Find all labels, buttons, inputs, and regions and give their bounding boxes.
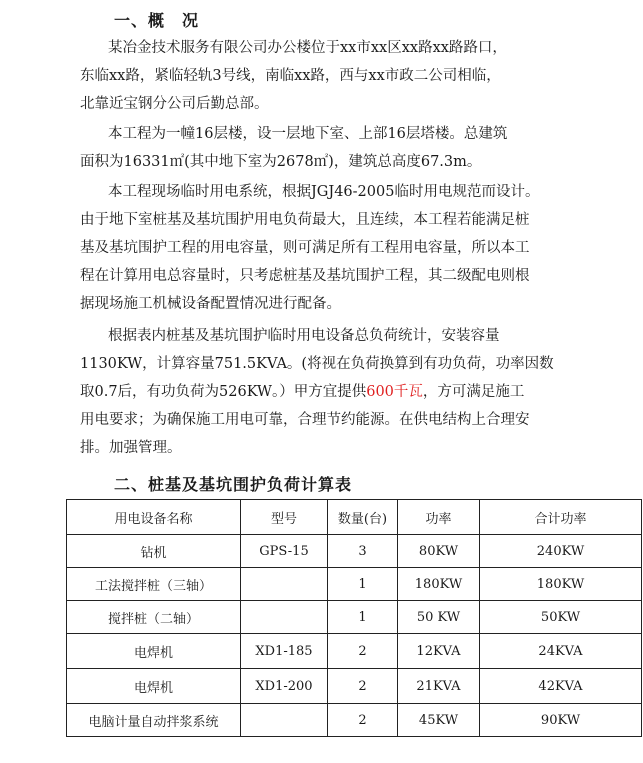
table-row (67, 568, 642, 601)
para3-line: 本工程现场临时用电系统，根据JGJ46-2005临时用电规范而设计。 (108, 184, 540, 200)
para4-text: 取0.7后，有功负荷为526KW。）甲方宜提供 (80, 384, 367, 400)
table-cell: 180KW (398, 568, 480, 601)
table-cell: 工法搅拌桩（三轴） (67, 568, 241, 601)
para1-line: 某冶金技术服务有限公司办公楼位于xx市xx区xx路xx路路口， (108, 40, 507, 56)
section2-heading: 二、桩基及基坑围护负荷计算表 (114, 475, 353, 494)
column-header: 用电设备名称 (67, 500, 241, 535)
para3-line: 由于地下室桩基及基坑围护用电负荷最大，且连续，本工程若能满足桩 (80, 212, 530, 228)
paragraph-overview (80, 34, 580, 118)
paragraph-power-system (80, 178, 580, 318)
column-header: 数量(台) (328, 500, 398, 535)
table-cell (241, 601, 328, 634)
table-row (67, 634, 642, 669)
table-cell: 2 (328, 634, 398, 669)
table-cell (241, 704, 328, 737)
table-cell: 钻机 (67, 535, 241, 568)
para1-line: 东临xx路，紧临轻轨3号线，南临xx路，西与xx市政二公司相临， (80, 68, 501, 84)
table-row (67, 704, 642, 737)
table-cell: 搅拌桩（二轴） (67, 601, 241, 634)
para1-line: 北靠近宝钢分公司后勤总部。 (80, 96, 269, 112)
para4-text: ，方可满足施工 (422, 384, 525, 400)
table-cell: 24KVA (480, 634, 642, 669)
table-cell (241, 568, 328, 601)
table-cell: 电焊机 (67, 634, 241, 669)
table-header-row (67, 500, 642, 535)
paragraph-load-calc (80, 322, 580, 462)
column-header: 合计功率 (480, 500, 642, 535)
table-cell: 50 KW (398, 601, 480, 634)
table-cell: 80KW (398, 535, 480, 568)
para2-line: 本工程为一幢16层楼，设一层地下室、上部16层塔楼。总建筑 (108, 126, 508, 142)
table-cell: 180KW (480, 568, 642, 601)
table-cell: 2 (328, 669, 398, 704)
para4-line: 用电要求；为确保施工用电可靠，合理节约能源。在供电结构上合理安 (80, 412, 530, 428)
table-row (67, 601, 642, 634)
column-header: 功率 (398, 500, 480, 535)
table-cell: 50KW (480, 601, 642, 634)
table-cell: GPS-15 (241, 535, 328, 568)
section1-heading: 一、概 况 (114, 11, 200, 30)
para4-line: 1130KW，计算容量751.5KVA。(将视在负荷换算到有功负荷，功率因数 (80, 356, 554, 372)
table-cell: XD1-185 (241, 634, 328, 669)
column-header: 型号 (241, 500, 328, 535)
para4-line (80, 378, 580, 406)
para2-line: 面积为16331㎡(其中地下室为2678㎡)，建筑总高度67.3m。 (80, 154, 482, 170)
table-cell: 电焊机 (67, 669, 241, 704)
table-cell: 2 (328, 704, 398, 737)
table-cell: 45KW (398, 704, 480, 737)
table-cell: 42KVA (480, 669, 642, 704)
load-calculation-table (66, 499, 642, 737)
table-cell: XD1-200 (241, 669, 328, 704)
paragraph-building (80, 120, 580, 176)
table-cell: 1 (328, 601, 398, 634)
table-cell: 3 (328, 535, 398, 568)
para4-line: 排。加强管理。 (80, 440, 182, 456)
table-row (67, 669, 642, 704)
table-row (67, 535, 642, 568)
table-cell: 90KW (480, 704, 642, 737)
supply-capacity-highlight: 600千瓦 (366, 384, 423, 400)
table-cell: 12KVA (398, 634, 480, 669)
table-cell: 电脑计量自动拌浆系统 (67, 704, 241, 737)
table-cell: 240KW (480, 535, 642, 568)
table-cell: 21KVA (398, 669, 480, 704)
para4-line: 根据表内桩基及基坑围护临时用电设备总负荷统计，安装容量 (108, 328, 500, 344)
para3-line: 程在计算用电总容量时，只考虑桩基及基坑围护工程，其二级配电则根 (80, 268, 530, 284)
para3-line: 据现场施工机械设备配置情况进行配备。 (80, 296, 341, 312)
table-cell: 1 (328, 568, 398, 601)
para3-line: 基及基坑围护工程的用电容量，则可满足所有工程用电容量，所以本工 (80, 240, 530, 256)
